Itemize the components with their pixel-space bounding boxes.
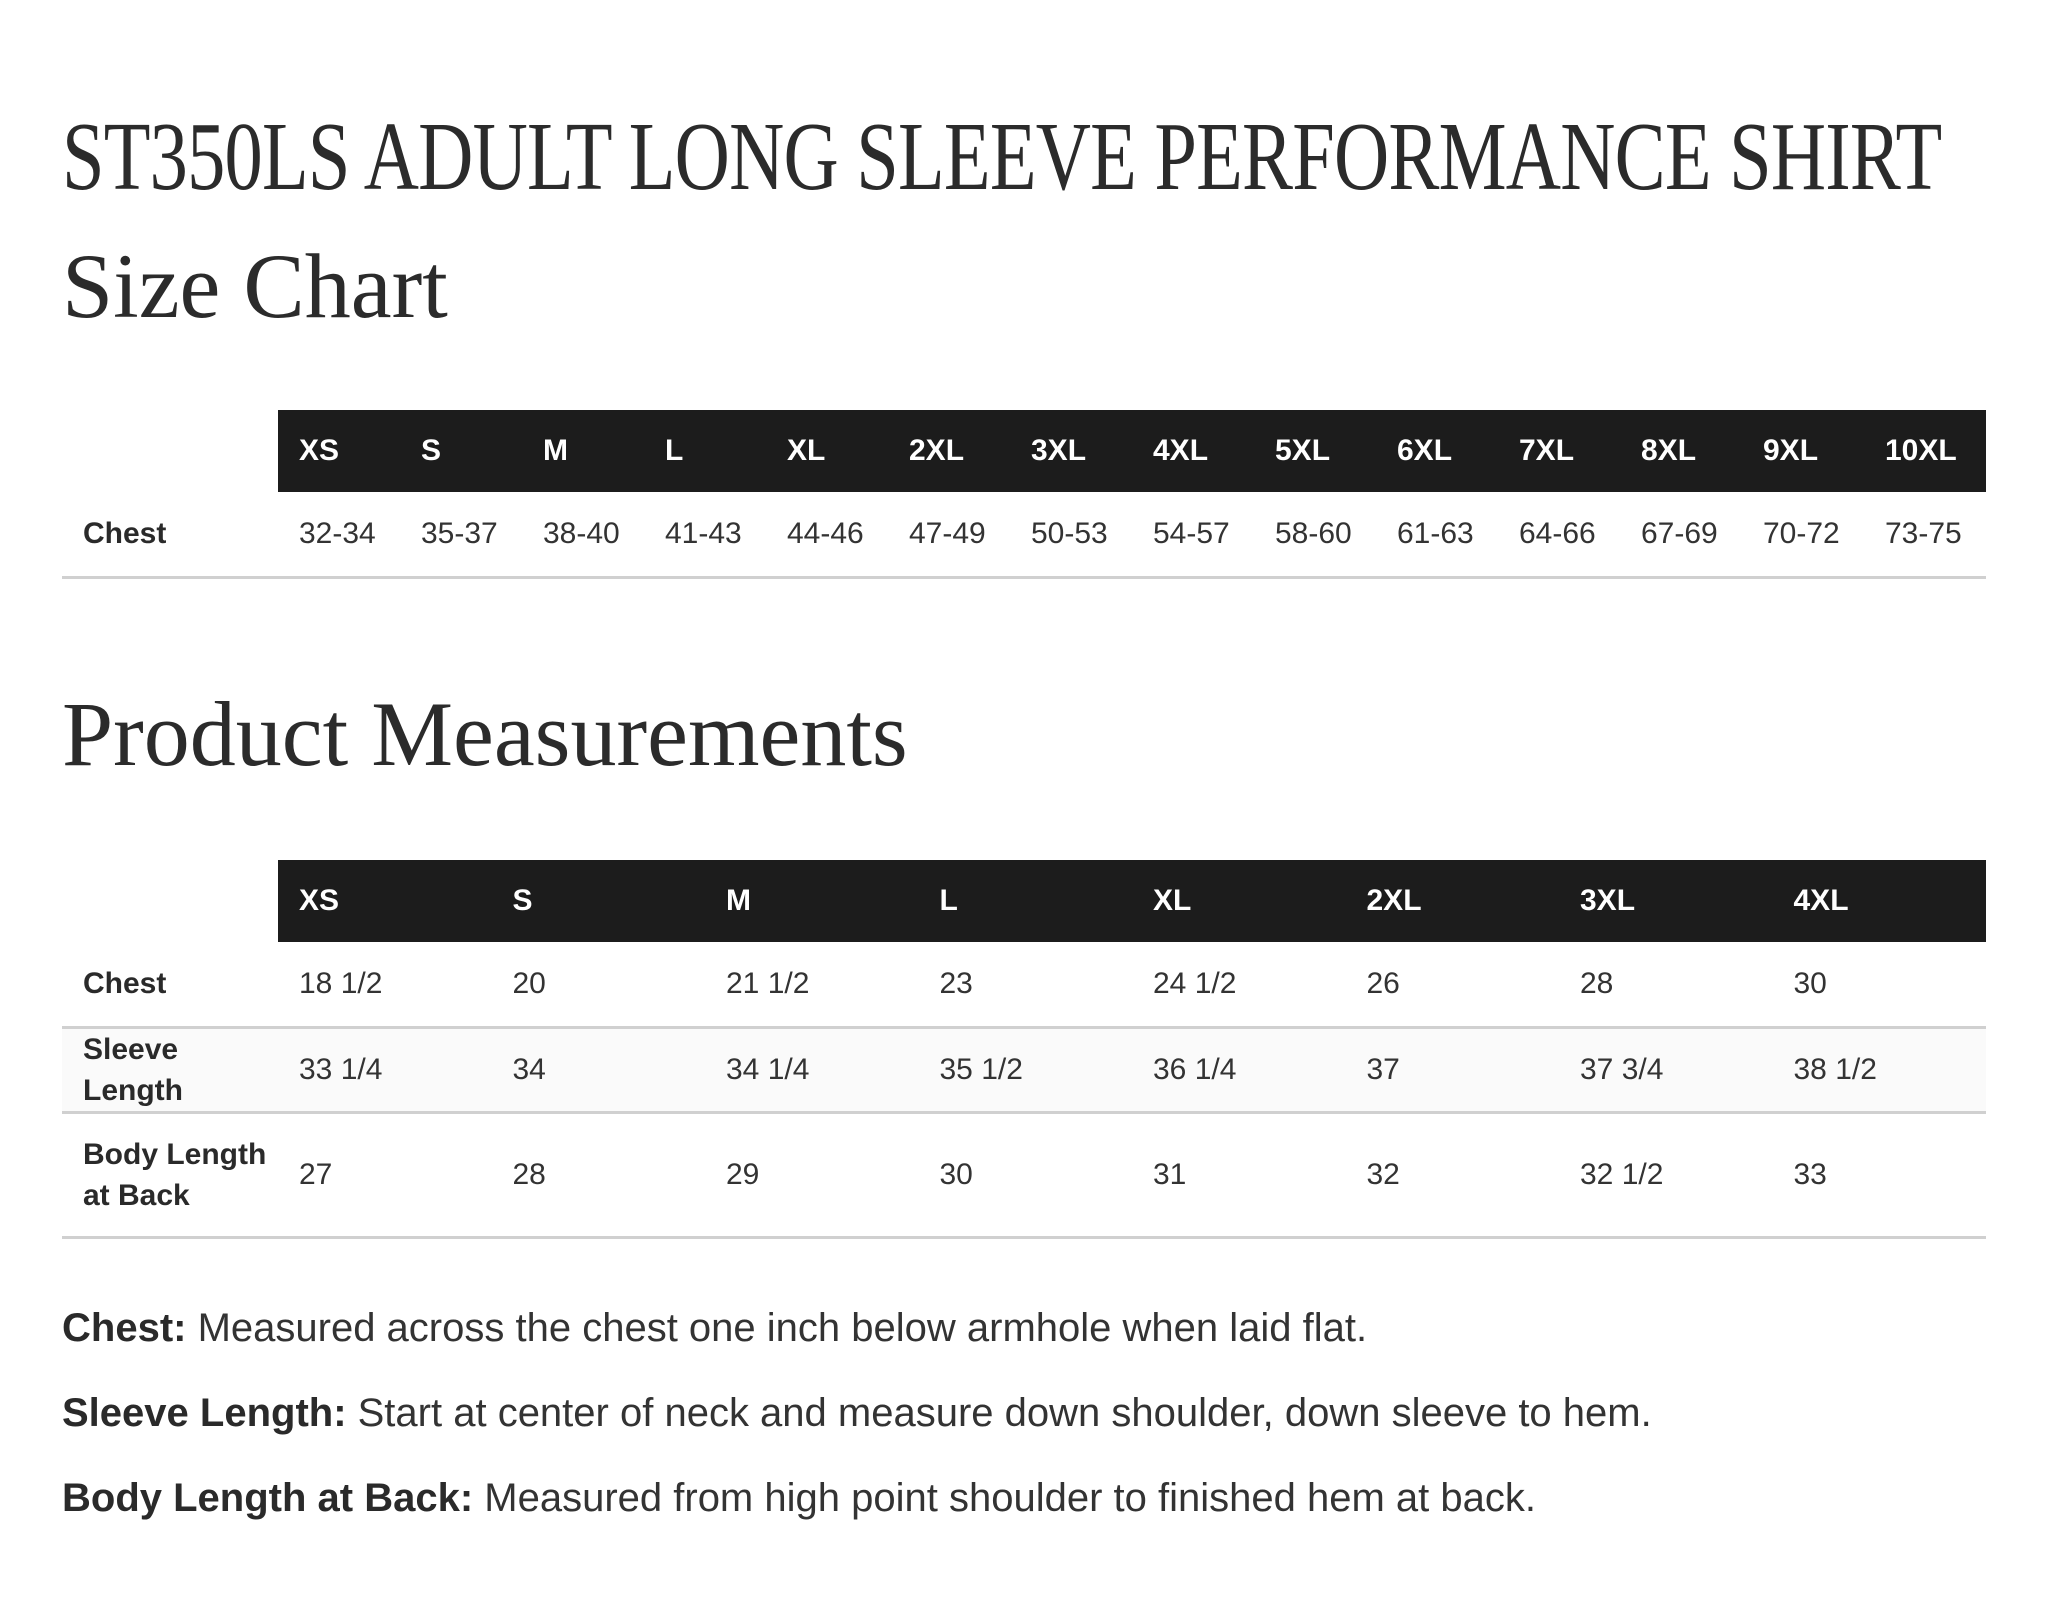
table-cell: 73-75 [1885, 516, 1962, 550]
table-cell: 38 1/2 [1793, 1052, 1877, 1086]
size-column-header: L [919, 860, 1133, 942]
table-cell: 37 3/4 [1580, 1052, 1664, 1086]
product-measurements-header [62, 860, 1986, 942]
table-cell: 50-53 [1031, 516, 1108, 550]
row-label: Chest [83, 966, 167, 1000]
table-cell: 54-57 [1153, 516, 1230, 550]
note-term: Chest: [62, 1306, 187, 1350]
size-column-header: 10XL [1864, 410, 1986, 492]
size-column-header: 4XL [1773, 860, 1987, 942]
row-label: Sleeve Length [83, 1032, 183, 1107]
table-cell: 31 [1153, 1157, 1187, 1191]
table-cell: 20 [512, 966, 546, 1000]
table-row [62, 942, 1986, 1027]
table-cell: 35-37 [421, 516, 498, 550]
product-title: ST350LS ADULT LONG SLEEVE PERFORMANCE SHIRT [62, 103, 1942, 211]
corner-cell [62, 860, 278, 942]
table-cell: 18 1/2 [299, 966, 383, 1000]
size-chart-heading: Size Chart [62, 235, 448, 337]
size-column-header: S [400, 410, 522, 492]
table-cell: 32-34 [299, 516, 376, 550]
size-column-header: L [644, 410, 766, 492]
table-cell: 41-43 [665, 516, 742, 550]
size-column-header: 5XL [1254, 410, 1376, 492]
size-column-header: 2XL [888, 410, 1010, 492]
table-cell: 58-60 [1275, 516, 1352, 550]
size-column-header: 9XL [1742, 410, 1864, 492]
table-cell: 28 [1580, 966, 1614, 1000]
table-cell: 28 [512, 1157, 546, 1191]
note-body-length [62, 1478, 1992, 1518]
size-column-header: S [492, 860, 706, 942]
table-cell: 64-66 [1519, 516, 1596, 550]
size-column-header: XL [1132, 860, 1346, 942]
table-cell: 33 [1793, 1157, 1827, 1191]
table-cell: 33 1/4 [299, 1052, 383, 1086]
table-cell: 21 1/2 [726, 966, 810, 1000]
product-measurements-table [62, 860, 1986, 1239]
table-cell: 35 1/2 [939, 1052, 1023, 1086]
table-cell: 44-46 [787, 516, 864, 550]
note-text: Measured across the chest one inch below armhole when laid flat. [186, 1306, 1368, 1350]
table-cell: 34 1/4 [726, 1052, 810, 1086]
corner-cell [62, 410, 278, 492]
table-cell: 47-49 [909, 516, 986, 550]
row-label: Chest [83, 516, 167, 550]
size-column-header: M [705, 860, 919, 942]
measurement-notes [62, 1308, 1992, 1563]
table-cell: 29 [726, 1157, 760, 1191]
table-cell: 38-40 [543, 516, 620, 550]
note-term: Body Length at Back: [62, 1476, 474, 1520]
row-label: Body Length at Back [83, 1137, 267, 1212]
size-column-header: 4XL [1132, 410, 1254, 492]
table-row [62, 1027, 1986, 1112]
table-cell: 37 [1366, 1052, 1400, 1086]
size-column-header: 2XL [1346, 860, 1560, 942]
table-cell: 27 [299, 1157, 333, 1191]
size-column-header: 6XL [1376, 410, 1498, 492]
size-chart-header [62, 410, 1986, 492]
size-column-header: 7XL [1498, 410, 1620, 492]
size-column-header: 3XL [1559, 860, 1773, 942]
size-column-header: XS [278, 860, 492, 942]
size-column-header: M [522, 410, 644, 492]
product-measurements-heading: Product Measurements [62, 683, 908, 785]
table-cell: 30 [939, 1157, 973, 1191]
note-term: Sleeve Length: [62, 1391, 347, 1435]
table-cell: 36 1/4 [1153, 1052, 1237, 1086]
table-cell: 34 [512, 1052, 546, 1086]
table-cell: 32 1/2 [1580, 1157, 1664, 1191]
note-chest [62, 1308, 1992, 1348]
table-cell: 67-69 [1641, 516, 1718, 550]
note-text: Measured from high point shoulder to finished hem at back. [473, 1476, 1536, 1520]
table-cell: 61-63 [1397, 516, 1474, 550]
table-cell: 70-72 [1763, 516, 1840, 550]
note-sleeve-length [62, 1393, 1992, 1433]
table-cell: 24 1/2 [1153, 966, 1237, 1000]
table-cell: 32 [1366, 1157, 1400, 1191]
size-column-header: 3XL [1010, 410, 1132, 492]
size-column-header: XS [278, 410, 400, 492]
note-text: Start at center of neck and measure down shoulder, down sleeve to hem. [346, 1391, 1652, 1435]
size-column-header: 8XL [1620, 410, 1742, 492]
table-row [62, 492, 1986, 577]
size-column-header: XL [766, 410, 888, 492]
table-cell: 26 [1366, 966, 1400, 1000]
table-row [62, 1112, 1986, 1237]
table-cell: 23 [939, 966, 973, 1000]
table-cell: 30 [1793, 966, 1827, 1000]
size-chart-table [62, 410, 1986, 579]
